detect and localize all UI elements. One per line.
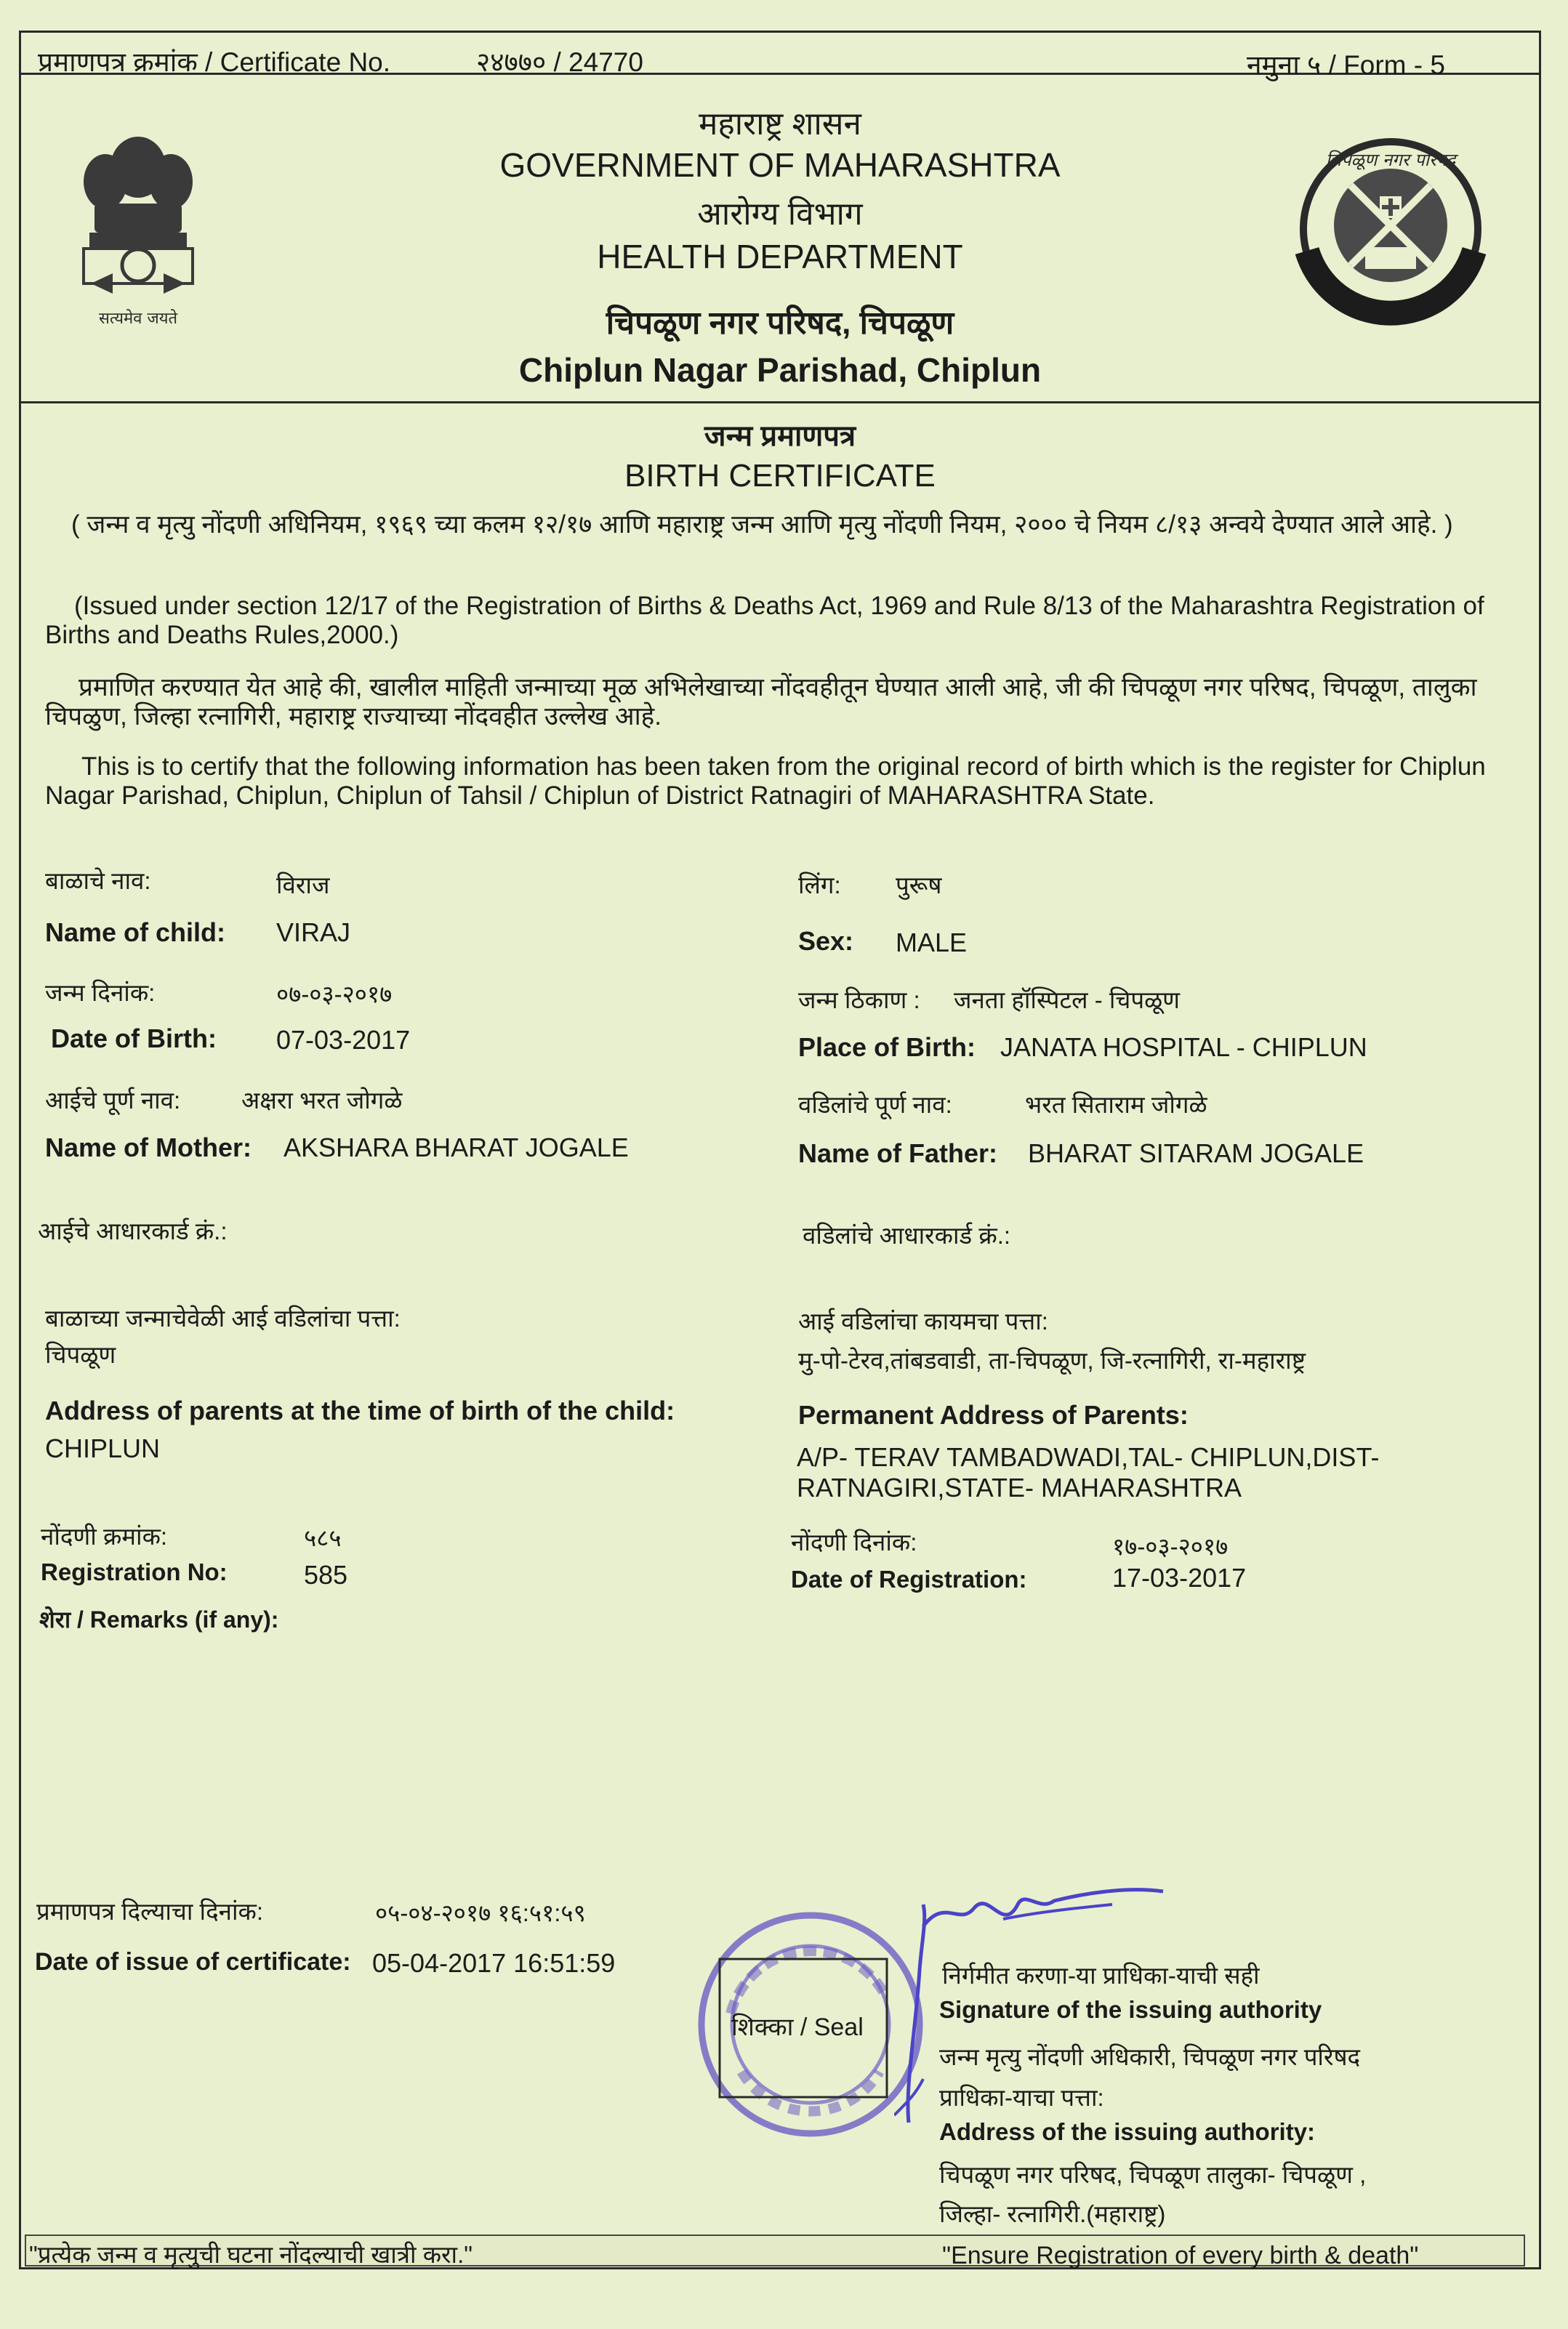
birth-address-en-value: CHIPLUN [45,1433,161,1463]
sex-en-label: Sex: [798,926,854,956]
mother-name-en-label: Name of Mother: [45,1133,252,1162]
birth-address-mr-value: चिपळूण [45,1341,116,1368]
father-name-mr-value: भरत सिताराम जोगळे [1025,1091,1207,1118]
pob-en-value: JANATA HOSPITAL - CHIPLUN [1000,1032,1367,1062]
perm-address-mr-value: मु-पो-टेरव,तांबडवाडी, ता-चिपळूण, जि-रत्नागिरी, रा-महाराष्ट्र [798,1347,1306,1374]
reg-date-mr-label: नोंदणी दिनांक: [791,1529,917,1556]
perm-address-en-line2: RATNAGIRI,STATE- MAHARASHTRA [797,1473,1242,1503]
birth-address-mr-label: बाळाच्या जन्माचेवेळी आई वडिलांचा पत्ता: [45,1305,401,1332]
perm-address-en-label: Permanent Address of Parents: [798,1400,1189,1430]
certificate-no-label: प्रमाणपत्र क्रमांक / Certificate No. [38,47,391,77]
pob-en-label: Place of Birth: [798,1032,976,1062]
authority-sign-en: Signature of the issuing authority [939,1996,1322,2023]
footer-slogan-mr: "प्रत्येक जन्म व मृत्युची घटना नोंदल्याची खात्री करा." [29,2241,473,2268]
issue-date-en-value: 05-04-2017 16:51:59 [372,1948,616,1978]
remarks-label: शेरा / Remarks (if any): [39,1606,279,1633]
sex-en-value: MALE [896,928,968,957]
form-number: नमुना ५ / Form - 5 [1247,50,1445,80]
father-name-en-label: Name of Father: [798,1138,998,1168]
authority-designation-mr: जन्म मृत्यु नोंदणी अधिकारी, चिपळूण नगर परिषद [939,2043,1361,2070]
mother-aadhar-label: आईचे आधारकार्ड क्रं.: [38,1218,228,1244]
father-name-en-value: BHARAT SITARAM JOGALE [1028,1138,1364,1168]
pob-mr-value: जनता हॉस्पिटल - चिपळूण [954,986,1181,1013]
issued-under-mr: ( जन्म व मृत्यु नोंदणी अधिनियम, १९६९ च्या कलम १२/१७ आणि महाराष्ट्र जन्म आणि मृत्यु नोंदणी नियम, २००० चे नियम ८/१३ अन्वये देण्यात आले आहे. ) [71,510,1453,539]
logo-arc-text: चिपळूण नगर परिषद [1325,150,1456,170]
birth-address-en-label: Address of parents at the time of birth of the child: [45,1396,675,1425]
issue-date-mr-label: प्रमाणपत्र दिल्याचा दिनांक: [36,1898,263,1925]
child-name-en-label: Name of child: [45,917,226,947]
reg-no-en-label: Registration No: [41,1558,228,1585]
dept-name-en: HEALTH DEPARTMENT [597,238,963,275]
mother-name-mr-label: आईचे पूर्ण नाव: [45,1087,181,1114]
certificate-no-value: २४७७० / 24770 [476,47,643,77]
issue-date-mr-value: ०५-०४-२०१७ १६:५१:५९ [375,1899,586,1926]
sex-mr-label: लिंग: [798,872,841,898]
father-aadhar-label: वडिलांचे आधारकार्ड क्रं.: [803,1222,1011,1249]
dept-name-mr: आरोग्य विभाग [697,196,863,232]
footer-slogan-en: "Ensure Registration of every birth & death" [942,2242,1419,2269]
child-name-mr-value: विराज [276,872,330,898]
dob-mr-label: जन्म दिनांक: [45,979,156,1006]
title-en: BIRTH CERTIFICATE [624,458,936,494]
reg-date-en-label: Date of Registration: [791,1566,1027,1593]
certify-text-en: This is to certify that the following information has been taken from the original record of birth which is the register for Chiplun Nagar Parishad, Chiplun, Chiplun of Tahsil / Chiplun of District Ratnagiri of MAHARASHTRA State. [45,752,1486,810]
issue-date-en-label: Date of issue of certificate: [35,1948,351,1976]
reg-date-mr-value: १७-०३-२०१७ [1112,1533,1229,1560]
perm-address-en-line1: A/P- TERAV TAMBADWADI,TAL- CHIPLUN,DIST- [797,1442,1380,1472]
certify-text-mr: प्रमाणित करण्यात येत आहे की, खालील माहिती जन्माच्या मूळ अभिलेखाच्या नोंदवहीतून घेण्यात आली आहे, जी की चिपळूण नगर परिषद, चिपळूण, तालुका चिपळुण, जिल्हा रत्नागिरी, महाराष्ट्र राज्याच्या नोंदवहीत उल्लेख आहे. [45,673,1477,731]
pob-mr-label: जन्म ठिकाण : [798,986,920,1013]
authority-address-line1: चिपळूण नगर परिषद, चिपळूण तालुका- चिपळूण , [939,2161,1367,2188]
perm-address-mr-label: आई वडिलांचा कायमचा पत्ता: [798,1308,1048,1335]
govt-name-en: GOVERNMENT OF MAHARASHTRA [499,146,1061,184]
issued-under-en: (Issued under section 12/17 of the Registration of Births & Deaths Act, 1969 and Rule 8/13 of the Maharashtra Registration of Births and Deaths Rules,2000.) [45,592,1484,649]
dob-en-value: 07-03-2017 [276,1025,411,1055]
reg-no-en-value: 585 [304,1560,348,1590]
authority-address-mr-label: प्राधिका-याचा पत्ता: [939,2084,1104,2111]
dob-en-label: Date of Birth: [51,1023,217,1053]
govt-name-mr: महाराष्ट्र शासन [699,106,861,142]
child-name-en-value: VIRAJ [276,917,351,947]
authority-address-line2: जिल्हा- रत्नागिरी.(महाराष्ट्र) [939,2200,1166,2227]
office-name-mr: चिपळूण नगर परिषद, चिपळूण [606,305,954,341]
father-name-mr-label: वडिलांचे पूर्ण नाव: [798,1091,952,1118]
title-mr: जन्म प्रमाणपत्र [704,420,856,452]
emblem-motto: सत्यमेव जयते [98,310,178,328]
child-name-mr-label: बाळाचे नाव: [45,867,151,894]
reg-date-en-value: 17-03-2017 [1112,1563,1247,1593]
sex-mr-value: पुरूष [896,872,942,898]
dob-mr-value: ०७-०३-२०१७ [276,981,393,1007]
authority-sign-mr: निर्गमीत करणा-या प्राधिका-याची सही [942,1962,1260,1989]
office-name-en: Chiplun Nagar Parishad, Chiplun [518,351,1042,389]
mother-name-en-value: AKSHARA BHARAT JOGALE [284,1133,629,1162]
authority-address-en-label: Address of the issuing authority: [939,2118,1316,2145]
reg-no-mr-label: नोंदणी क्रमांक: [41,1523,168,1550]
header-divider [19,401,1541,403]
reg-no-mr-value: ५८५ [304,1524,342,1551]
seal-label: शिक्का / Seal [731,2014,864,2041]
mother-name-mr-value: अक्षरा भरत जोगळे [241,1087,403,1114]
